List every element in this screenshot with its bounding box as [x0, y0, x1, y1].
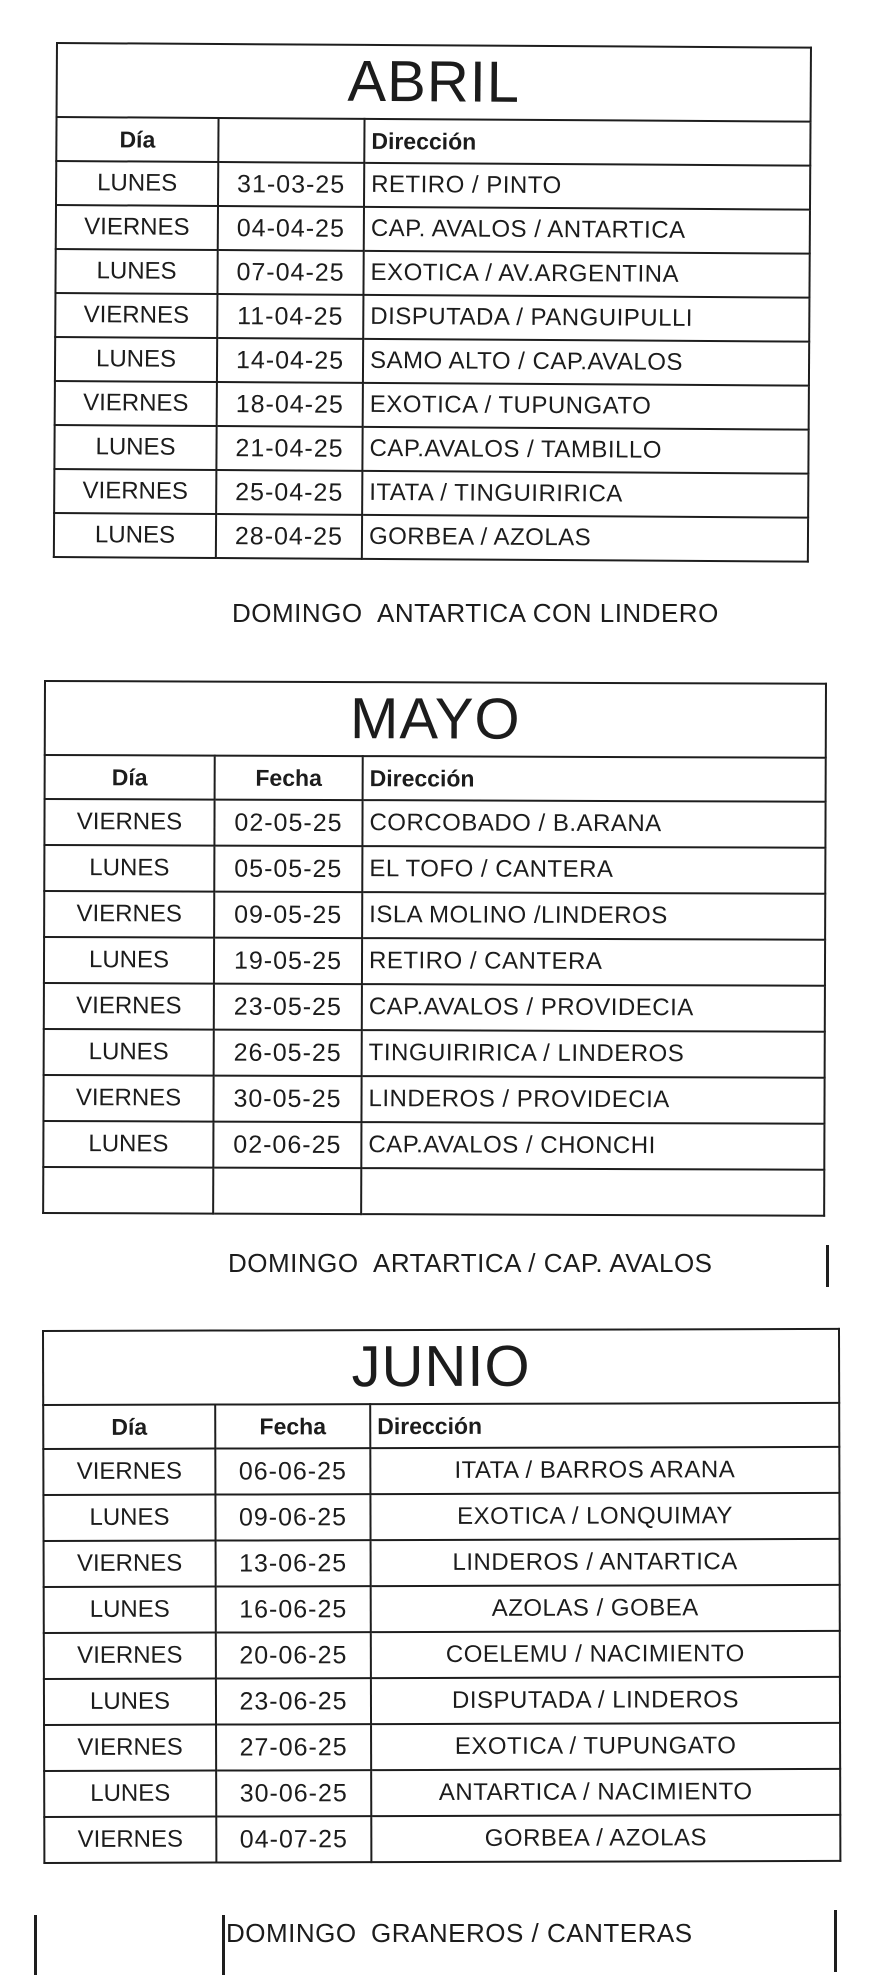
- header-fecha: Fecha: [215, 756, 363, 801]
- direccion-cell: RETIRO / PINTO: [364, 163, 810, 210]
- table-row: [55, 337, 809, 386]
- fecha-cell: 13-06-25: [216, 1540, 371, 1586]
- fecha-cell: 05-05-25: [214, 846, 362, 893]
- fecha-cell: 27-06-25: [216, 1724, 371, 1770]
- fecha-cell: 04-04-25: [218, 206, 364, 251]
- direccion-cell: COELEMU / NACIMIENTO: [371, 1631, 840, 1678]
- direccion-cell: GORBEA / AZOLAS: [362, 515, 808, 562]
- header-dia: Día: [56, 117, 218, 162]
- dia-cell: LUNES: [44, 845, 214, 892]
- fecha-cell: [213, 1168, 361, 1215]
- dia-cell: LUNES: [54, 513, 216, 558]
- header-fecha: Fecha: [215, 1404, 370, 1448]
- direccion-cell: [361, 1168, 824, 1216]
- month-title: MAYO: [45, 681, 826, 758]
- fecha-cell: 02-06-25: [213, 1122, 361, 1169]
- table-row: [44, 1815, 840, 1863]
- month-title: ABRIL: [57, 43, 811, 122]
- fecha-cell: 26-05-25: [214, 1030, 362, 1077]
- table-row: [55, 381, 809, 430]
- dia-cell: VIERNES: [43, 1075, 213, 1122]
- direccion-cell: CAP.AVALOS / TAMBILLO: [362, 427, 808, 474]
- dia-cell: LUNES: [54, 425, 216, 470]
- dia-cell: VIERNES: [44, 1817, 216, 1863]
- table-row: [44, 1631, 840, 1679]
- header-dia: Día: [45, 755, 215, 800]
- direccion-cell: CAP.AVALOS / PROVIDECIA: [362, 984, 825, 1032]
- table-row: [44, 1539, 840, 1587]
- fecha-cell: 19-05-25: [214, 938, 362, 985]
- dia-cell: LUNES: [55, 337, 217, 382]
- table-row: [44, 1585, 840, 1633]
- table-row: [43, 1075, 824, 1124]
- dia-cell: LUNES: [44, 1587, 216, 1633]
- dia-cell: [43, 1167, 213, 1214]
- dia-cell: VIERNES: [44, 799, 214, 846]
- table-row: [44, 1677, 840, 1725]
- direccion-cell: ITATA / BARROS ARANA: [370, 1447, 839, 1494]
- fecha-cell: 21-04-25: [216, 426, 362, 471]
- table-row: [44, 845, 825, 894]
- direccion-cell: LINDEROS / ANTARTICA: [371, 1539, 840, 1586]
- fecha-cell: 30-05-25: [213, 1076, 361, 1123]
- fecha-cell: 02-05-25: [214, 800, 362, 847]
- fecha-cell: 31-03-25: [218, 162, 364, 207]
- table-border-line: [826, 1245, 829, 1287]
- direccion-cell: DISPUTADA / PANGUIPULLI: [363, 295, 809, 342]
- table-row: [56, 161, 810, 210]
- fecha-cell: 28-04-25: [216, 514, 362, 559]
- fecha-cell: 16-06-25: [216, 1586, 371, 1632]
- fecha-cell: 06-06-25: [215, 1448, 370, 1494]
- table-row: [44, 891, 825, 940]
- dia-cell: LUNES: [44, 1771, 216, 1817]
- table-row: [54, 425, 808, 474]
- fecha-cell: 04-07-25: [216, 1816, 371, 1862]
- dia-cell: VIERNES: [54, 469, 216, 514]
- fecha-cell: 09-05-25: [214, 892, 362, 939]
- table-row: [54, 513, 808, 562]
- direccion-cell: EXOTICA / TUPUNGATO: [371, 1723, 840, 1770]
- header-dia: Día: [43, 1405, 215, 1449]
- junio-footer: [226, 1918, 693, 1949]
- mayo-schedule: [42, 680, 827, 1217]
- footer-direccion: GRANEROS / CANTERAS: [371, 1918, 693, 1948]
- dia-cell: VIERNES: [44, 891, 214, 938]
- fecha-cell: 11-04-25: [217, 294, 363, 339]
- direccion-cell: AZOLAS / GOBEA: [371, 1585, 840, 1632]
- direccion-cell: EXOTICA / TUPUNGATO: [363, 383, 809, 430]
- direccion-cell: ISLA MOLINO /LINDEROS: [362, 892, 825, 940]
- dia-cell: VIERNES: [44, 1633, 216, 1679]
- dia-cell: VIERNES: [44, 983, 214, 1030]
- direccion-cell: CAP.AVALOS / CHONCHI: [361, 1122, 824, 1170]
- junio-schedule: [42, 1328, 841, 1864]
- dia-cell: VIERNES: [43, 1449, 215, 1495]
- table-row: [44, 983, 825, 1032]
- direccion-cell: EL TOFO / CANTERA: [362, 846, 825, 894]
- footer-direccion: ANTARTICA CON LINDERO: [377, 598, 719, 628]
- footer-label: DOMINGO: [228, 1248, 359, 1278]
- footer-direccion: ARTARTICA / CAP. AVALOS: [373, 1248, 713, 1278]
- table-border-line: [34, 1915, 37, 1975]
- table-row: [43, 1493, 839, 1541]
- direccion-cell: ITATA / TINGUIRIRICA: [362, 471, 808, 518]
- direccion-cell: DISPUTADA / LINDEROS: [371, 1677, 840, 1724]
- table-row: [44, 1769, 840, 1817]
- table-row: [55, 293, 809, 342]
- direccion-cell: GORBEA / AZOLAS: [371, 1815, 840, 1862]
- table-row: [44, 1723, 840, 1771]
- direccion-cell: TINGUIRIRICA / LINDEROS: [362, 1030, 825, 1078]
- direccion-cell: RETIRO / CANTERA: [362, 938, 825, 986]
- dia-cell: LUNES: [43, 1121, 213, 1168]
- table-row: [56, 205, 810, 254]
- dia-cell: LUNES: [44, 1679, 216, 1725]
- direccion-cell: ANTARTICA / NACIMIENTO: [371, 1769, 840, 1816]
- table-row: [44, 799, 825, 848]
- table-row: [44, 937, 825, 986]
- dia-cell: VIERNES: [44, 1725, 216, 1771]
- table-border-line: [222, 1915, 225, 1975]
- direccion-cell: EXOTICA / AV.ARGENTINA: [363, 251, 809, 298]
- direccion-cell: CORCOBADO / B.ARANA: [362, 800, 825, 848]
- fecha-cell: 23-05-25: [214, 984, 362, 1031]
- dia-cell: VIERNES: [56, 205, 218, 250]
- abril-footer: [232, 598, 719, 629]
- table-row: [43, 1447, 839, 1495]
- month-title: JUNIO: [43, 1329, 839, 1405]
- fecha-cell: 25-04-25: [216, 470, 362, 515]
- header-direccion: Dirección: [364, 119, 810, 166]
- abril-table: [53, 42, 812, 563]
- direccion-cell: SAMO ALTO / CAP.AVALOS: [363, 339, 809, 386]
- direccion-cell: LINDEROS / PROVIDECIA: [361, 1076, 824, 1124]
- header-fecha: [218, 118, 364, 163]
- table-row-empty: [43, 1167, 824, 1216]
- table-row: [44, 1029, 825, 1078]
- direccion-cell: EXOTICA / LONQUIMAY: [370, 1493, 839, 1540]
- direccion-cell: CAP. AVALOS / ANTARTICA: [364, 207, 810, 254]
- header-direccion: Dirección: [363, 756, 826, 802]
- dia-cell: LUNES: [43, 1495, 215, 1541]
- fecha-cell: 09-06-25: [215, 1494, 370, 1540]
- footer-label: DOMINGO: [232, 598, 363, 628]
- dia-cell: LUNES: [56, 161, 218, 206]
- table-row: [43, 1121, 824, 1170]
- junio-table: [42, 1328, 841, 1864]
- table-border-line: [834, 1910, 837, 1972]
- mayo-table: [42, 680, 827, 1217]
- abril-schedule: [53, 42, 812, 563]
- dia-cell: VIERNES: [44, 1541, 216, 1587]
- fecha-cell: 07-04-25: [217, 250, 363, 295]
- dia-cell: LUNES: [55, 249, 217, 294]
- fecha-cell: 18-04-25: [217, 382, 363, 427]
- footer-label: DOMINGO: [226, 1918, 357, 1948]
- dia-cell: LUNES: [44, 1029, 214, 1076]
- dia-cell: VIERNES: [55, 381, 217, 426]
- table-row: [54, 469, 808, 518]
- fecha-cell: 30-06-25: [216, 1770, 371, 1816]
- fecha-cell: 23-06-25: [216, 1678, 371, 1724]
- table-row: [55, 249, 809, 298]
- dia-cell: VIERNES: [55, 293, 217, 338]
- mayo-footer: [228, 1248, 713, 1279]
- header-direccion: Dirección: [370, 1403, 839, 1448]
- fecha-cell: 20-06-25: [216, 1632, 371, 1678]
- dia-cell: LUNES: [44, 937, 214, 984]
- fecha-cell: 14-04-25: [217, 338, 363, 383]
